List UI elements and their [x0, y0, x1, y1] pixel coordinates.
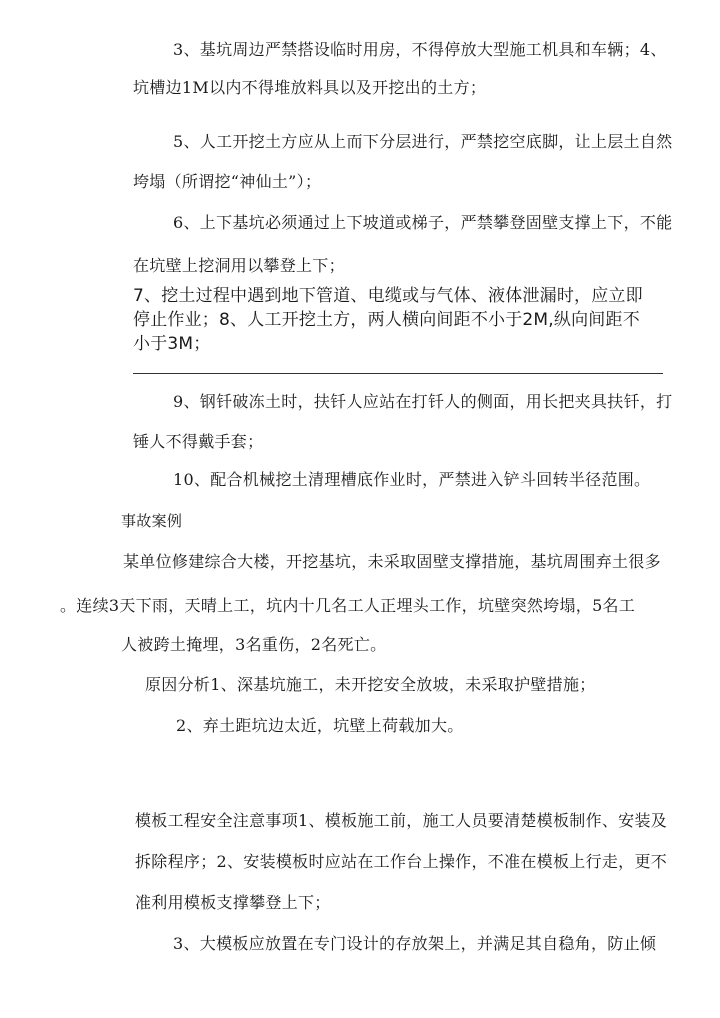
paragraph-line: 小于3M；	[133, 334, 211, 354]
paragraph-line: 6、上下基坑必须通过上下坡道或梯子，严禁攀登固壁支撑上下，不能	[173, 213, 673, 232]
paragraph-line: 拆除程序；2、安装模板时应站在工作台上操作，不准在模板上行走，更不	[135, 852, 668, 871]
paragraph-line: 某单位修建综合大楼，开挖基坑，未采取固壁支撑措施，基坑周围弃土很多	[123, 552, 661, 571]
section-heading: 事故案例	[121, 512, 183, 530]
paragraph-line: 人被跨土掩埋，3名重伤，2名死亡。	[121, 635, 387, 654]
paragraph-line: 5、人工开挖土方应从上而下分层进行，严禁挖空底脚，让上层土自然	[173, 132, 673, 151]
horizontal-rule	[133, 373, 663, 374]
paragraph-line: 2、弃土距坑边太近，坑壁上荷载加大。	[176, 716, 464, 735]
paragraph-line: 锤人不得戴手套；	[133, 432, 264, 451]
paragraph-line: 垮塌（所谓挖“神仙土”）；	[133, 172, 322, 191]
paragraph-line: 坑槽边1M以内不得堆放料具以及开挖出的土方；	[133, 78, 487, 97]
paragraph-line: 7、挖土过程中遇到地下管道、电缆或与气体、液体泄漏时，应立即	[133, 286, 643, 306]
paragraph-line: 。连续3天下雨，天晴上工，坑内十几名工人正埋头工作，坑壁突然垮塌，5名工	[60, 596, 636, 615]
paragraph-line: 3、基坑周边严禁搭设临时用房，不得停放大型施工机具和车辆；4、	[173, 40, 667, 59]
paragraph-line: 在坑壁上挖洞用以攀登上下；	[133, 256, 345, 275]
paragraph-line: 原因分析1、深基坑施工，未开挖安全放坡，未采取护壁措施；	[145, 675, 596, 694]
paragraph-line: 停止作业；8、人工开挖土方，两人横向间距不小于2M,纵向间距不	[133, 310, 640, 330]
paragraph-line: 准利用模板支撑攀登上下；	[135, 893, 331, 912]
paragraph-line: 3、大模板应放置在专门设计的存放架上，并满足其自稳角，防止倾	[173, 934, 657, 953]
paragraph-line: 模板工程安全注意事项1、模板施工前，施工人员要清楚模板制作、安装及	[135, 811, 668, 830]
paragraph-line: 10、配合机械挖土清理槽底作业时，严禁进入铲斗回转半径范围。	[173, 470, 651, 489]
paragraph-line: 9、钢钎破冻土时，扶钎人应站在打钎人的侧面，用长把夹具扶钎，打	[173, 392, 673, 411]
